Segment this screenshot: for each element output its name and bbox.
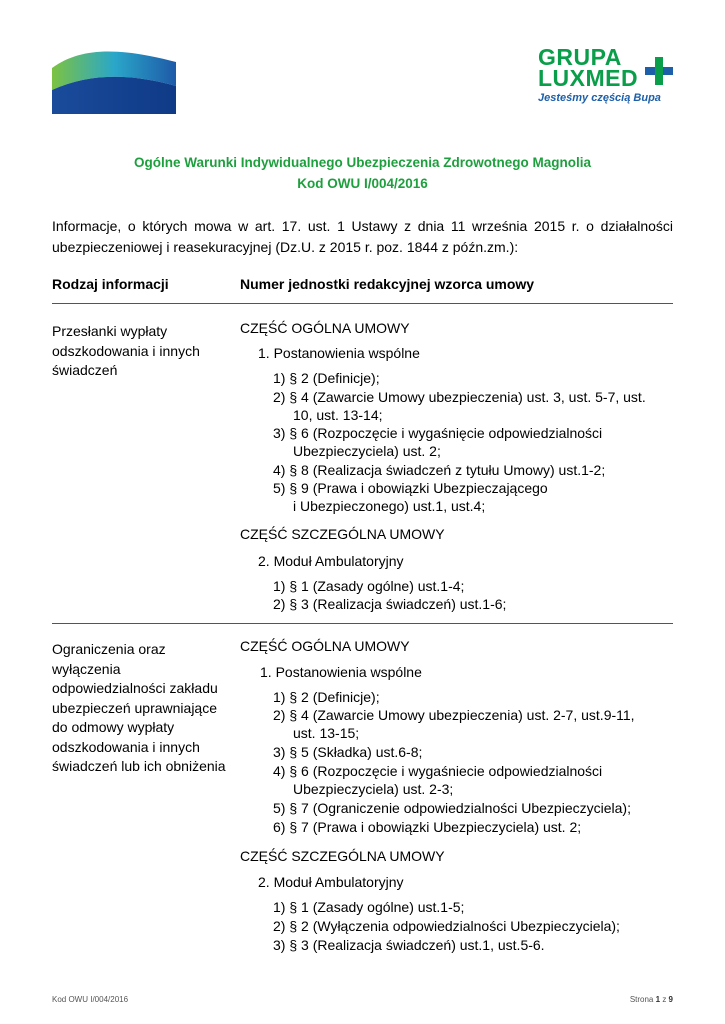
row2-item: 6) § 7 (Prawa i obowiązki Ubezpieczyciela) ust. 2; (273, 819, 582, 835)
row1-item: 3) § 6 (Rozpoczęcie i wygaśnięcie odpowiedzialności (273, 425, 603, 441)
row2-label: Ograniczenia oraz wyłączenia odpowiedzialności zakładu ubezpieczeń uprawniające do odmowy wypłaty odszkodowania i innych świadczeń lub ich obniżenia (52, 641, 226, 774)
row1-item: 5) § 9 (Prawa i obowiązki Ubezpieczającego (273, 480, 548, 496)
document-title: Ogólne Warunki Indywidualnego Ubezpieczenia Zdrowotnego Magnolia (133, 155, 592, 170)
row1-part1-title: CZĘŚĆ OGÓLNA UMOWY (240, 320, 410, 336)
logo-line-1: GRUPA (538, 44, 622, 70)
logo-tagline: Jesteśmy częścią Bupa (538, 92, 661, 104)
row1-item: 1) § 1 (Zasady ogólne) ust.1-4; (273, 578, 465, 594)
column-header-unit-number: Numer jednostki redakcyjnej wzorca umowy (240, 276, 535, 292)
row1-label: Przesłanki wypłaty odszkodowania i innych świadczeń (52, 323, 200, 378)
row2-item: ust. 13-15; (293, 725, 360, 741)
row2-item: 3) § 5 (Składka) ust.6-8; (273, 744, 423, 760)
bupa-wave-logo-icon (52, 50, 176, 114)
logo-line-2: LUXMED (538, 65, 639, 91)
row1-section1: 1. Postanowienia wspólne (258, 345, 420, 361)
row2-item: 5) § 7 (Ograniczenie odpowiedzialności Ubezpieczyciela); (273, 800, 631, 816)
intro-paragraph: Informacje, o których mowa w art. 17. ust. 1 Ustawy z dnia 11 września 2015 r. o działalności ubezpieczeniowej i reasekuracyjnej (Dz.U. z 2015 r. poz. 1844 z późn.zm.): (52, 218, 673, 255)
row1-item: 1) § 2 (Definicje); (273, 370, 380, 386)
page-prefix: Strona (629, 995, 654, 1004)
row2-item: 1) § 1 (Zasady ogólne) ust.1-5; (273, 899, 465, 915)
row1-item: 2) § 4 (Zawarcie Umowy ubezpieczenia) ust. 3, ust. 5-7, ust. (273, 389, 646, 405)
row1-item: i Ubezpieczonego) ust.1, ust.4; (293, 498, 486, 514)
medical-cross-icon (645, 57, 673, 85)
row1-item: 10, ust. 13-14; (293, 407, 383, 423)
page-total: 9 (668, 995, 673, 1004)
grupa-luxmed-logo (538, 44, 678, 113)
row1-item: 4) § 8 (Realizacja świadczeń z tytułu Umowy) ust.1-2; (273, 462, 606, 478)
row2-item: 4) § 6 (Rozpoczęcie i wygaśniecie odpowiedzialności (273, 763, 603, 779)
row1-item: 2) § 3 (Realizacja świadczeń) ust.1-6; (273, 596, 507, 612)
row2-item: 3) § 3 (Realizacja świadczeń) ust.1, ust.5-6. (273, 937, 545, 953)
row2-section1: 1. Postanowienia wspólne (260, 664, 422, 680)
page-separator: z (662, 995, 667, 1004)
footer-doc-code: Kod OWU I/004/2016 (52, 995, 129, 1004)
footer-page-number (630, 995, 673, 1004)
row2-part1-title: CZĘŚĆ OGÓLNA UMOWY (240, 638, 410, 654)
row2-section2: 2. Moduł Ambulatoryjny (258, 874, 404, 890)
document-code: Kod OWU I/004/2016 (297, 176, 428, 191)
row1-section2: 2. Moduł Ambulatoryjny (258, 553, 404, 569)
row2-part2-title: CZĘŚĆ SZCZEGÓLNA UMOWY (240, 848, 445, 864)
row2-item: 1) § 2 (Definicje); (273, 689, 380, 705)
divider (52, 623, 673, 624)
divider (52, 303, 673, 304)
row2-item: Ubezpieczyciela) ust. 2-3; (293, 781, 454, 797)
row2-item: 2) § 4 (Zawarcie Umowy ubezpieczenia) ust. 2-7, ust.9-11, (273, 707, 635, 723)
row1-item: Ubezpieczyciela) ust. 2; (293, 443, 441, 459)
row2-item: 2) § 2 (Wyłączenia odpowiedzialności Ubezpieczyciela); (273, 918, 620, 934)
column-header-info-type: Rodzaj informacji (52, 276, 169, 292)
page-current: 1 (655, 995, 661, 1004)
row1-part2-title: CZĘŚĆ SZCZEGÓLNA UMOWY (240, 526, 445, 542)
